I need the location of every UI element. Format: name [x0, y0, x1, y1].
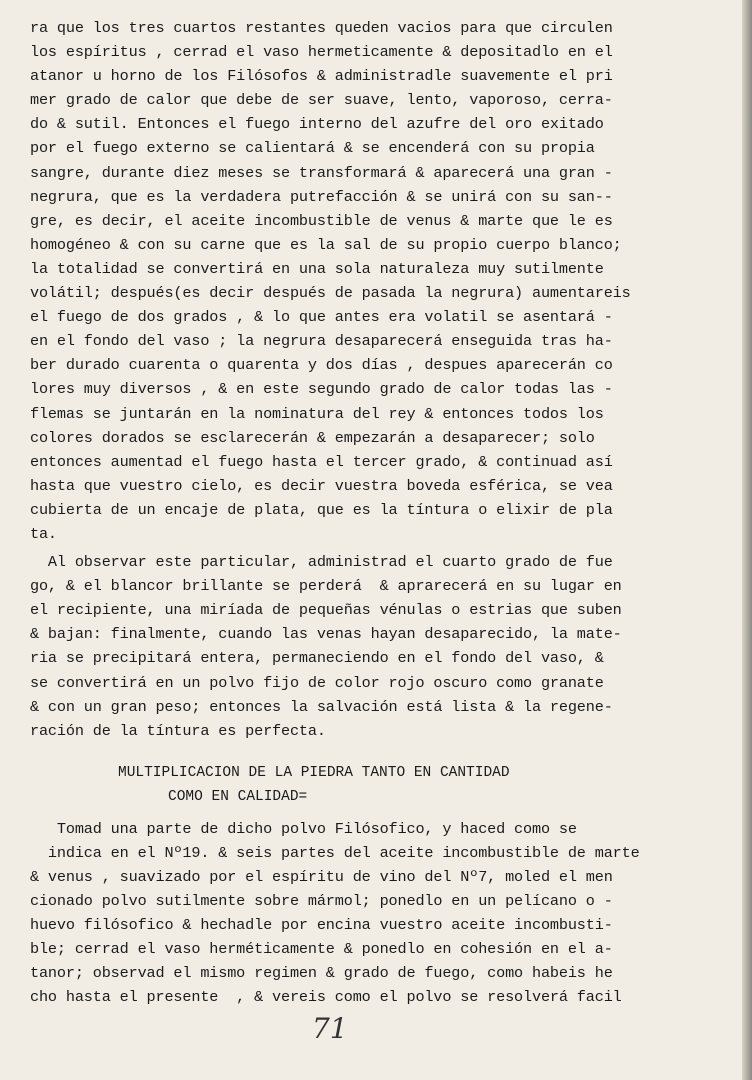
text-line: hasta que vuestro cielo, es decir vuestra boveda esférica, se vea	[30, 476, 613, 495]
text-line: mer grado de calor que debe de ser suave, lento, vaporoso, cerra-	[30, 91, 613, 110]
text-line: flemas se juntarán en la nominatura del rey & entonces todos los	[30, 404, 604, 423]
paragraph-2	[30, 550, 680, 743]
heading-line-1: MULTIPLICACION DE LA PIEDRA TANTO EN CANTIDAD	[118, 764, 510, 781]
text-line: volátil; después(es decir después de pasada la negrura) aumentareis	[30, 284, 631, 303]
text-line: el recipiente, una miríada de pequeñas vénulas o estrias que suben	[30, 601, 622, 620]
text-line: colores dorados se esclarecerán & empezarán a desaparecer; solo	[30, 428, 595, 447]
text-line: & con un gran peso; entonces la salvación está lista & la regene-	[30, 697, 613, 716]
text-line: go, & el blancor brillante se perderá & aprarecerá en su lugar en	[30, 577, 622, 596]
paragraph-3	[30, 817, 680, 1010]
text-line: & venus , suavizado por el espíritu de vino del Nº7, moled el men	[30, 868, 613, 886]
text-line: la totalidad se convertirá en una sola naturaleza muy sutilmente	[30, 259, 604, 278]
text-line: ble; cerrad el vaso herméticamente & ponedlo en cohesión en el a-	[30, 940, 613, 959]
page-edge-shadow	[742, 0, 752, 1080]
text-line: el fuego de dos grados , & lo que antes era volatil se asentará -	[30, 308, 613, 327]
document-page	[30, 16, 680, 1010]
page-number: 71	[312, 1012, 348, 1045]
section-heading	[30, 761, 680, 809]
text-line: por el fuego externo se calientará & se encenderá con su propia	[30, 139, 595, 158]
text-line: Tomad una parte de dicho polvo Filósofico, y haced como se	[30, 819, 577, 838]
text-line: cho hasta el presente , & vereis como el polvo se resolverá facil	[30, 988, 622, 1007]
text-line: do & sutil. Entonces el fuego interno del azufre del oro exitado	[30, 115, 604, 134]
text-line: ra que los tres cuartos restantes queden vacios para que circulen	[30, 19, 613, 37]
paragraph-1	[30, 16, 680, 546]
text-line: & bajan: finalmente, cuando las venas hayan desaparecido, la mate-	[30, 625, 622, 644]
text-line: ración de la tíntura es perfecta.	[30, 721, 326, 740]
text-line: cionado polvo sutilmente sobre mármol; ponedlo en un pelícano o -	[30, 892, 613, 911]
text-line: ta.	[30, 524, 57, 543]
text-line: entonces aumentad el fuego hasta el tercer grado, & continuad así	[30, 452, 613, 471]
text-line: tanor; observad el mismo regimen & grado de fuego, como habeis he	[30, 964, 613, 983]
text-line: en el fondo del vaso ; la negrura desaparecerá enseguida tras ha-	[30, 332, 613, 351]
text-line: gre, es decir, el aceite incombustible de venus & marte que le es	[30, 211, 613, 230]
text-line: los espíritus , cerrad el vaso hermeticamente & depositadlo en el	[30, 43, 613, 62]
text-line: sangre, durante diez meses se transformará & aparecerá una gran -	[30, 163, 613, 182]
text-line: Al observar este particular, administrad el cuarto grado de fue	[30, 553, 613, 572]
text-line: negrura, que es la verdadera putrefacción & se unirá con su san--	[30, 187, 613, 206]
text-line: lores muy diversos , & en este segundo grado de calor todas las -	[30, 380, 613, 399]
text-line: homogéneo & con su carne que es la sal de su propio cuerpo blanco;	[30, 235, 622, 254]
text-line: indica en el Nº19. & seis partes del aceite incombustible de marte	[30, 843, 640, 862]
text-line: huevo filósofico & hechadle por encina vuestro aceite incombusti-	[30, 916, 613, 935]
heading-line-2: COMO EN CALIDAD=	[168, 788, 308, 805]
text-line: atanor u horno de los Filósofos & administradle suavemente el pri	[30, 67, 613, 86]
text-line: cubierta de un encaje de plata, que es la tíntura o elixir de pla	[30, 500, 613, 519]
text-line: ber durado cuarenta o quarenta y dos días , despues aparecerán co	[30, 356, 613, 375]
text-line: se convertirá en un polvo fijo de color rojo oscuro como granate	[30, 673, 604, 692]
text-line: ria se precipitará entera, permaneciendo en el fondo del vaso, &	[30, 649, 604, 668]
